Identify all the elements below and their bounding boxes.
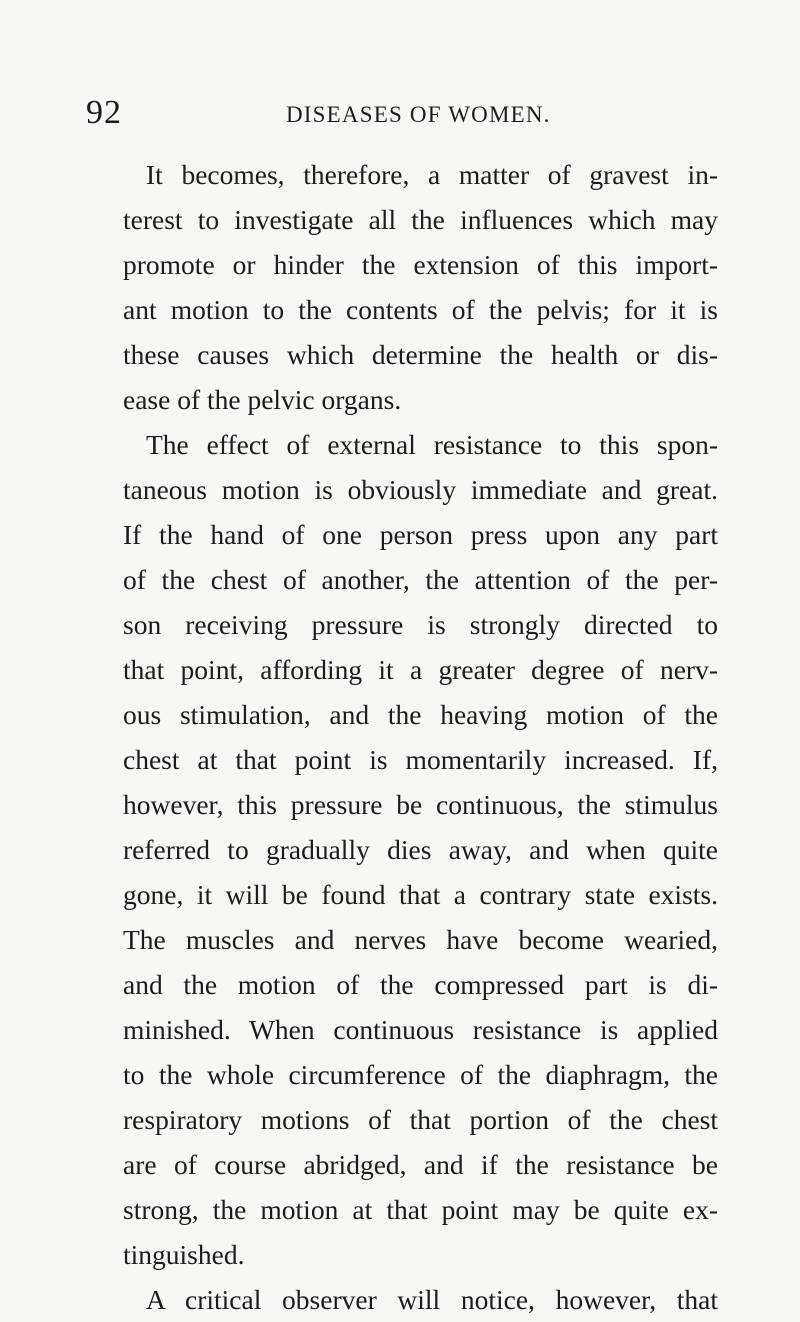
text-line: to the whole circumference of the diaphragm, the — [123, 1059, 718, 1090]
text-line: referred to gradually dies away, and when quite — [123, 834, 718, 865]
text-line: The effect of external resistance to this spon- — [146, 429, 718, 460]
text-line: these causes which determine the health or dis- — [123, 339, 718, 370]
page-header — [86, 93, 726, 133]
text-line: chest at that point is momentarily increased. If, — [123, 744, 718, 775]
text-line: however, this pressure be continuous, the stimulus — [123, 789, 718, 820]
page-number: 92 — [86, 94, 122, 131]
text-line: that point, affording it a greater degree of nerv- — [123, 654, 718, 685]
text-line: The muscles and nerves have become wearied, — [123, 924, 718, 955]
text-line: If the hand of one person press upon any part — [123, 519, 718, 550]
text-line: ous stimulation, and the heaving motion of the — [123, 699, 718, 730]
text-line: respiratory motions of that portion of the chest — [123, 1104, 718, 1135]
text-line: strong, the motion at that point may be quite ex- — [123, 1194, 718, 1225]
body-text — [123, 152, 718, 1322]
text-line: of the chest of another, the attention of the per- — [123, 564, 718, 595]
text-line: tinguished. — [123, 1239, 245, 1270]
text-line: ant motion to the contents of the pelvis; for it is — [123, 294, 718, 325]
text-line: A critical observer will notice, however, that — [146, 1284, 718, 1315]
text-line: terest to investigate all the influences which may — [123, 204, 718, 235]
text-line: ease of the pelvic organs. — [123, 384, 402, 415]
text-line: taneous motion is obviously immediate and great. — [123, 474, 718, 505]
text-line: and the motion of the compressed part is di- — [123, 969, 718, 1000]
text-line: It becomes, therefore, a matter of gravest in- — [146, 159, 718, 190]
running-head: DISEASES OF WOMEN. — [286, 102, 551, 127]
text-line: minished. When continuous resistance is applied — [123, 1014, 718, 1045]
text-line: promote or hinder the extension of this import- — [123, 249, 718, 280]
text-line: son receiving pressure is strongly directed to — [123, 609, 718, 640]
text-line: are of course abridged, and if the resistance be — [123, 1149, 718, 1180]
text-line: gone, it will be found that a contrary state exists. — [123, 879, 718, 910]
